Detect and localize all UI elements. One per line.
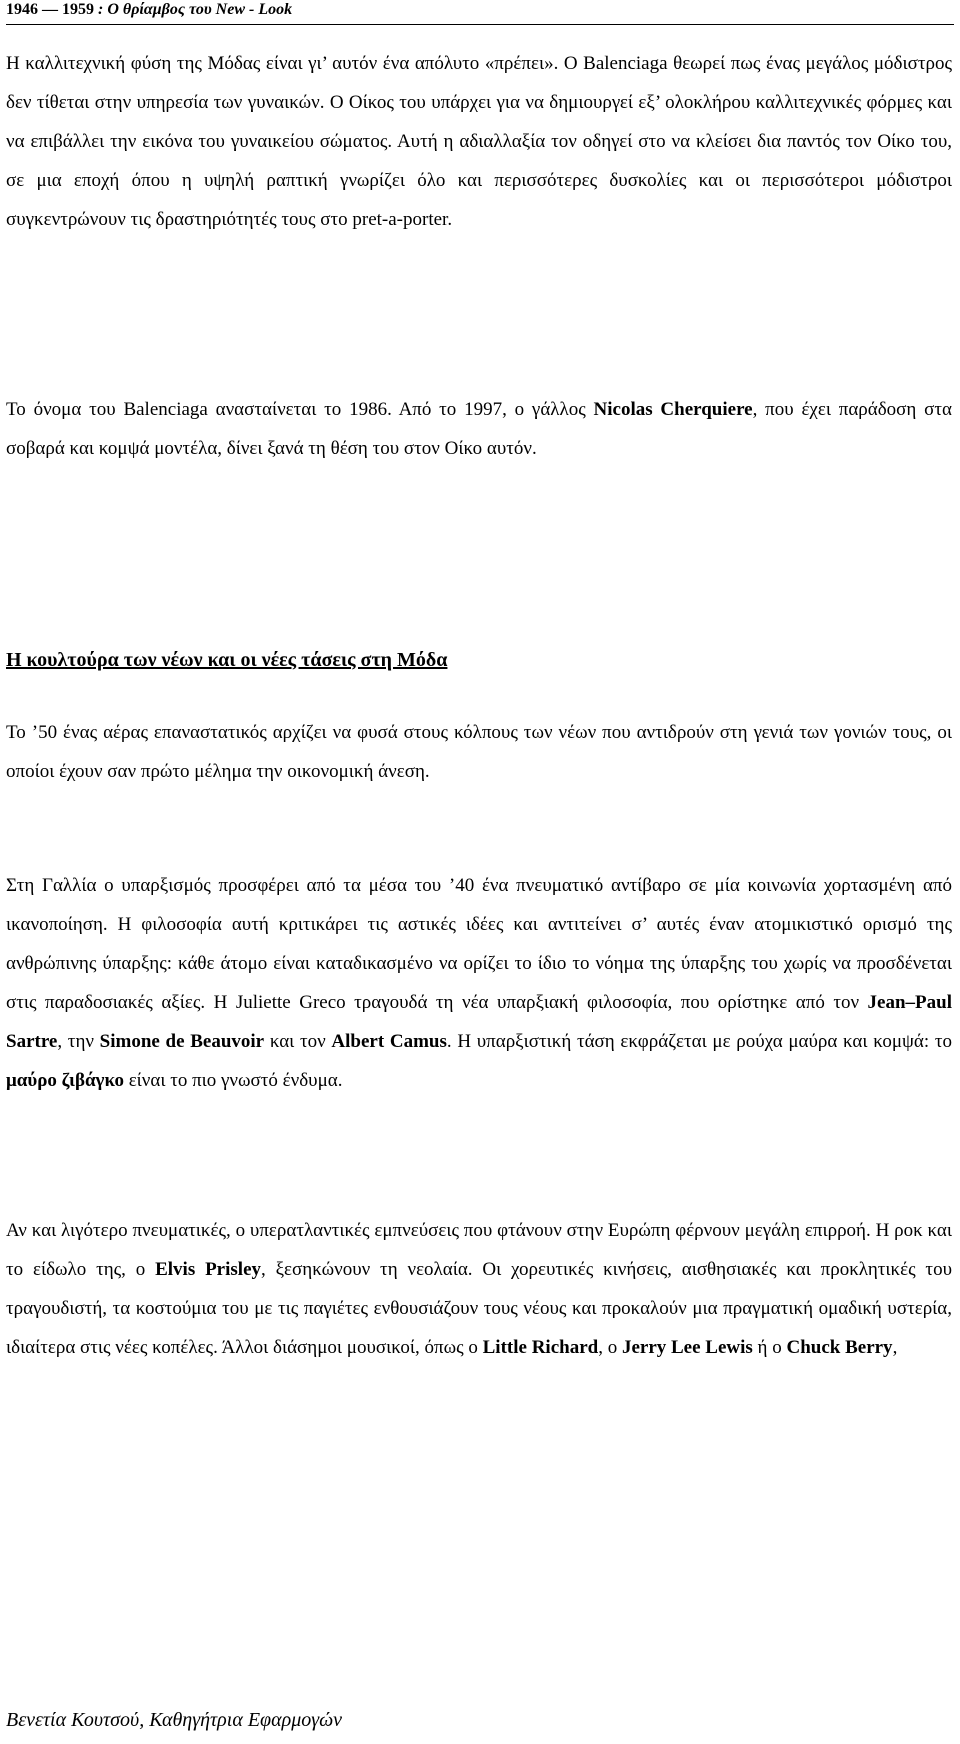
text-run: , [892,1337,898,1358]
header-years: 1946 — 1959 [6,1,94,18]
bold-name: Chuck Berry [786,1337,893,1358]
section-heading: Η κουλτούρα των νέων και οι νέες τάσεις στη Μόδα [6,649,448,671]
bold-name: Nicolas Cherquiere [593,399,753,420]
paragraph-youth-revolution: Το ’50 ένας αέρας επαναστατικός αρχίζει να φυσά στους κόλπους των νέων που αντιδρούν στη γενιά των γονιών τους, οι οποίοι έχουν σαν πρώτο μέλημα την οικονομική άνεση. [6,722,952,782]
text-run: . Η υπαρξιστική τάση εκφράζεται με ρούχα μαύρα και κομψά: το [446,1031,952,1052]
text-run: είναι το πιο γνωστό ένδυμα. [123,1070,343,1091]
header-chapter-title: Ο θρίαμβος του New - Look [107,1,293,18]
bold-term: μαύρο ζιβάγκο [6,1070,124,1091]
paragraph-balenciaga-revival [6,390,952,468]
text-run: ή ο [752,1337,787,1358]
paragraph-existentialism [6,866,952,1100]
page-footer-author: Βενετία Κουτσού, Καθηγήτρια Εφαρμογών [6,1709,342,1731]
header-separator: : [94,1,108,18]
text-run: Το όνομα του Balenciaga ανασταίνεται το 1986. Από το 1997, ο γάλλος [6,399,594,420]
running-header [6,0,954,25]
text-run: , την [57,1031,100,1052]
bold-name: Jerry Lee Lewis [621,1337,753,1358]
text-run: , ξεσηκώνουν τη νεολαία. Οι χορευτικές κινήσεις, αισθησιακές και προκλητικές του τραγουδιστή, τα κοστούμια του με τις παγιέτες ενθουσιάζουν τους νέους και προκαλούν μια πραγματική ομαδική υστερία, ιδιαίτερα στις νέες κοπέλες. Άλλοι διάσημοι μουσικοί, όπως ο [6,1259,952,1358]
text-run: , ο [598,1337,622,1358]
bold-name: Simone de Beauvoir [99,1031,265,1052]
text-run: Αν και λιγότερο πνευματικές, ο υπερατλαντικές εμπνεύσεις που φτάνουν στην Ευρώπη φέρνουν μεγάλη επιρροή. Η ροκ και το είδωλο της, ο [6,1220,952,1280]
bold-name: Albert Camus [331,1031,447,1052]
bold-name: Little Richard [482,1337,599,1358]
bold-name: Jean–Paul Sartre [6,992,952,1052]
text-run: , που έχει παράδοση στα σοβαρά και κομψά μοντέλα, δίνει ξανά τη θέση του στον Οίκο αυτόν. [6,399,952,459]
text-run: Στη Γαλλία ο υπαρξισμός προσφέρει από τα μέσα του ’40 ένα πνευματικό αντίβαρο σε μία κοινωνία χορτασμένη από ικανοποίηση. Η φιλοσοφία αυτή κριτικάρει τις αστικές ιδέες και αντιτείνει σ’ αυτές έναν ατομικιστικό ορισμό της ανθρώπινης ύπαρξης: κάθε άτομο είναι καταδικασμένο να ορίζει το ίδιο το νόημα της ύπαρξης του χωρίς να προσδένεται στις παραδοσιακές αξίες. Η Juliette Greco τραγουδά τη νέα υπαρξιακή φιλοσοφία, που ορίστηκε από τον [6,875,952,1013]
paragraph-rock-influence [6,1211,952,1367]
bold-name: Elvis Prisley [155,1259,261,1280]
text-run: και τον [264,1031,332,1052]
paragraph-balenciaga-art: Η καλλιτεχνική φύση της Μόδας είναι γι’ αυτόν ένα απόλυτο «πρέπει». Ο Balenciaga θεωρεί πως ένας μεγάλος μόδιστρος δεν τίθεται στην υπηρεσία των γυναικών. Ο Οίκος του υπάρχει για να δημιουργεί εξ’ ολοκλήρου καλλιτεχνικές φόρμες και να επιβάλλει την εικόνα του γυναικείου σώματος. Αυτή η αδιαλλαξία τον οδηγεί στο να κλείσει δια παντός τον Οίκο του, σε μια εποχή όπου η υψηλή ραπτική γνωρίζει όλο και περισσότερες δυσκολίες και οι περισσότεροι μόδιστροι συγκεντρώνουν τις δραστηριότητές τους στο pret-a-porter. [6,53,952,230]
